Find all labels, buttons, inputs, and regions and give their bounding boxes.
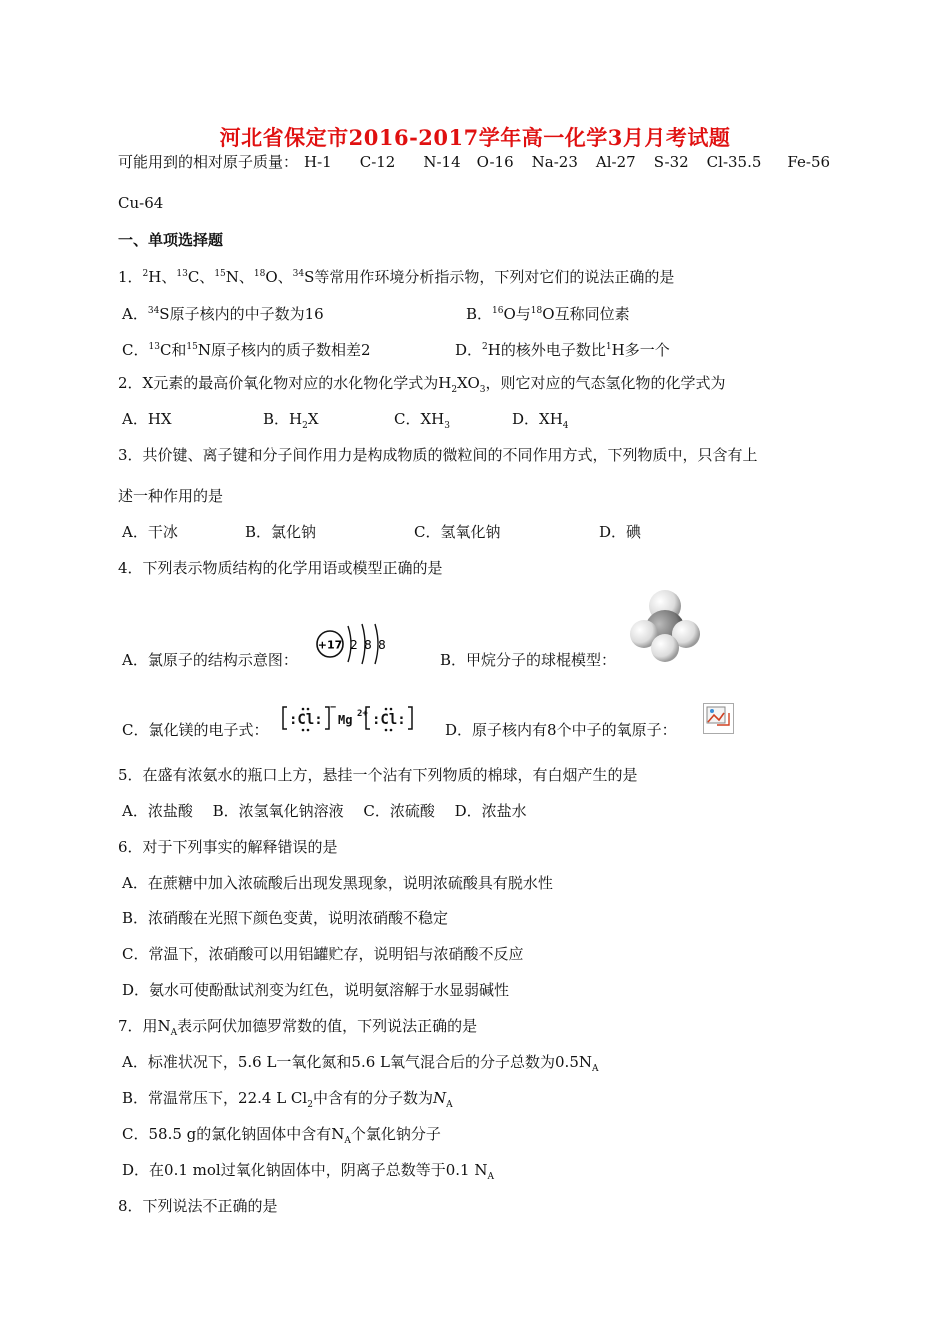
question-4-option-c: C．氯化镁的电子式： bbox=[122, 721, 269, 739]
mass-item: Na-23 bbox=[531, 153, 578, 171]
question-2-option-d: D．$XH_4$ bbox=[512, 410, 569, 431]
svg-text:−: − bbox=[330, 702, 337, 713]
question-4-option-b: B．甲烷分子的球棍模型： bbox=[440, 651, 617, 669]
atomic-mass-line bbox=[118, 151, 830, 172]
question-5-options: A．浓盐酸 B．浓氢氧化钠溶液 C．浓硫酸 D．浓盐水 bbox=[122, 802, 527, 820]
shell-electrons: 8 bbox=[378, 638, 386, 652]
question-6-option-c: C．常温下，浓硝酸可以用铝罐贮存，说明铝与浓硝酸不反应 bbox=[122, 945, 524, 963]
question-7-stem: 7．用$N_A$表示阿伏加德罗常数的值，下列说法正确的是 bbox=[118, 1017, 478, 1038]
question-2-option-a: A．HX bbox=[122, 410, 172, 428]
shell-electrons: 8 bbox=[364, 638, 372, 652]
mass-item: N-14 bbox=[423, 153, 461, 171]
hydrogen-ball bbox=[651, 634, 679, 662]
mass-item: H-1 bbox=[304, 153, 332, 171]
question-3-option-a: A．干冰 bbox=[122, 523, 178, 541]
question-2-option-c: C．$XH_3$ bbox=[394, 410, 450, 431]
question-3-stem-line2: 述一种作用的是 bbox=[118, 487, 224, 505]
mass-item: O-16 bbox=[476, 153, 514, 171]
question-2-stem: 2．X元素的最高价氧化物对应的水化物化学式为$H_2XO_3$，则它对应的气态氢化物的化学式为 bbox=[118, 374, 726, 395]
mass-item: Al-27 bbox=[595, 153, 636, 171]
shell-electrons: 2 bbox=[350, 638, 358, 652]
svg-text:2+: 2+ bbox=[357, 709, 368, 719]
question-6-option-d: D．氨水可使酚酞试剂变为红色，说明氨溶解于水显弱碱性 bbox=[122, 981, 510, 999]
question-4-stem: 4．下列表示物质结构的化学用语或模型正确的是 bbox=[118, 559, 443, 577]
question-6-stem: 6．对于下列事实的解释错误的是 bbox=[118, 838, 338, 856]
question-7-option-d: D．在0.1 mol过氧化钠固体中，阴离子总数等于0.1 $N_A$ bbox=[122, 1161, 494, 1182]
question-1-option-c: C．$^{13}$C和$^{15}$N原子核内的质子数相差2 bbox=[122, 341, 371, 359]
broken-image-icon bbox=[703, 703, 734, 734]
svg-text:Mg: Mg bbox=[338, 713, 353, 727]
atomic-mass-wrap: Cu-64 bbox=[118, 194, 164, 212]
question-2-option-b: B．$H_2X$ bbox=[263, 410, 319, 431]
question-3-option-b: B．氯化钠 bbox=[245, 523, 317, 541]
page-title: 河北省保定市2016-2017学年高一化学3月月考试题 bbox=[219, 125, 731, 150]
mass-item: S-32 bbox=[653, 153, 689, 171]
question-7-option-b: B．常温常压下，22.4 L $Cl_2$中含有的分子数为$N_A$ bbox=[122, 1089, 453, 1110]
question-3-option-d: D．碘 bbox=[599, 523, 642, 541]
question-6-option-b: B．浓硝酸在光照下颜色变黄，说明浓硝酸不稳定 bbox=[122, 909, 449, 927]
section-heading: 一、单项选择题 bbox=[118, 231, 224, 249]
mass-item: Fe-56 bbox=[787, 153, 831, 171]
question-3-option-c: C．氢氧化钠 bbox=[414, 523, 501, 541]
question-4-option-d: D．原子核内有8个中子的氧原子： bbox=[445, 721, 677, 739]
svg-text::Cl:: :Cl: bbox=[372, 712, 406, 728]
chlorine-atom-structure-diagram bbox=[312, 620, 394, 668]
methane-ball-model-image bbox=[628, 586, 702, 666]
question-3-stem-line1: 3．共价键、离子键和分子间作用力是构成物质的微粒间的不同作用方式，下列物质中，只含有上 bbox=[118, 446, 758, 464]
question-6-option-a: A．在蔗糖中加入浓硫酸后出现发黑现象，说明浓硫酸具有脱水性 bbox=[122, 874, 553, 892]
nucleus-charge: +17 bbox=[317, 638, 343, 652]
question-8-stem: 8．下列说法不正确的是 bbox=[118, 1197, 278, 1215]
magnesium-chloride-electron-formula bbox=[281, 701, 413, 737]
question-1-stem: 1．$^2$H、$^{13}$C、$^{15}$N、$^{18}$O、$^{34}$S等常用作环境分析指示物，下列对它们的说法正确的是 bbox=[118, 268, 675, 286]
question-1-option-d: D．$^2$H的核外电子数比$^1$H多一个 bbox=[455, 341, 670, 359]
atomic-mass-prefix: 可能用到的相对原子质量： bbox=[118, 153, 299, 171]
question-7-option-c: C．58.5 g的氯化钠固体中含有$N_A$个氯化钠分子 bbox=[122, 1125, 441, 1146]
question-4-option-a: A．氯原子的结构示意图： bbox=[122, 651, 298, 669]
mass-item: Cl-35.5 bbox=[706, 153, 762, 171]
question-5-stem: 5．在盛有浓氨水的瓶口上方，悬挂一个沾有下列物质的棉球，有白烟产生的是 bbox=[118, 766, 638, 784]
question-7-option-a: A．标准状况下，5.6 L一氧化氮和5.6 L氧气混合后的分子总数为$0.5N_A$ bbox=[122, 1053, 599, 1074]
question-1-option-a: A．$^{34}$S原子核内的中子数为16 bbox=[122, 305, 324, 323]
mass-item: C-12 bbox=[359, 153, 396, 171]
question-1-option-b: B．$^{16}$O与$^{18}$O互称同位素 bbox=[466, 305, 630, 323]
svg-text::Cl:: :Cl: bbox=[289, 712, 323, 728]
